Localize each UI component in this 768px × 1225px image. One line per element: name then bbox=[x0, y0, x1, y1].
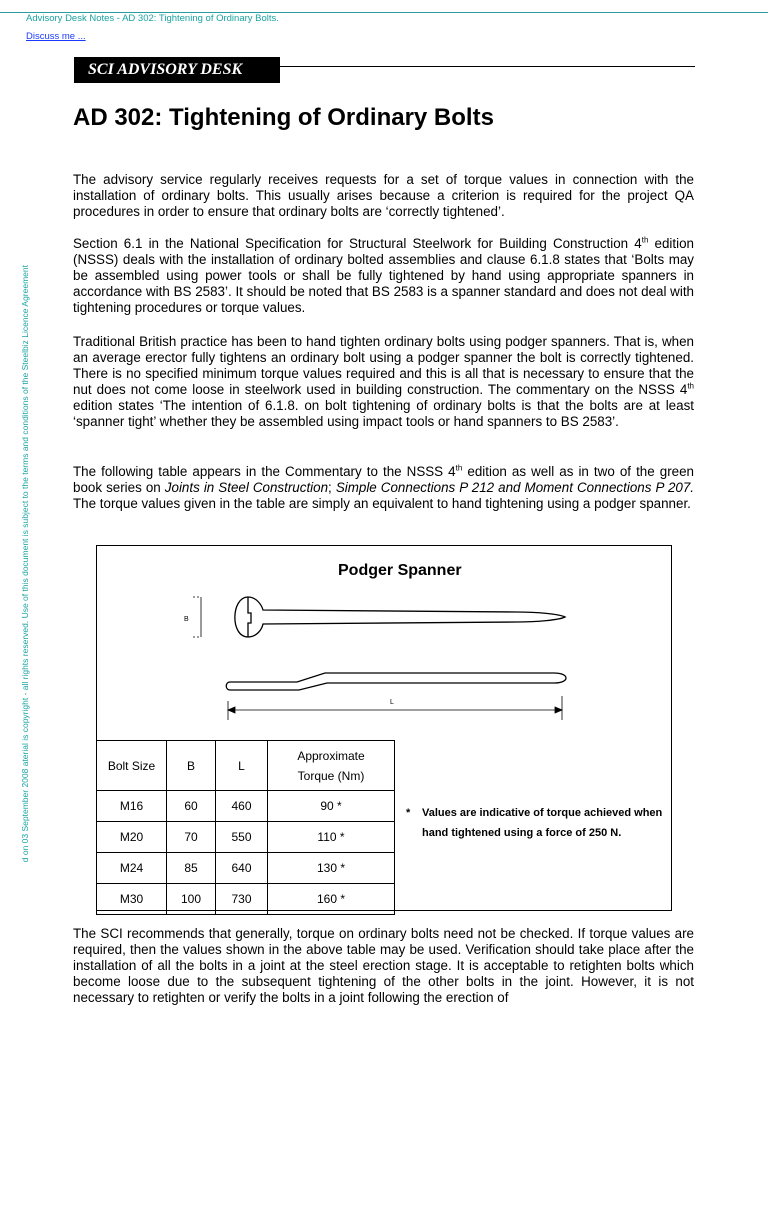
note-line-1: Values are indicative of torque achieved when bbox=[422, 807, 663, 819]
header-b: B bbox=[167, 741, 216, 791]
header-torque: Approximate Torque (Nm) bbox=[268, 741, 395, 791]
cell-b: 100 bbox=[167, 884, 216, 915]
paragraph-intro: The advisory service regularly receives requests for a set of torque values in connection with the installation of ordinary bolts. This usually arises because a criterion is required for the project QA procedures in order to ensure that ordinary bolts are ‘correctly tightened’. bbox=[73, 172, 694, 219]
podger-spanner-drawing bbox=[97, 580, 671, 740]
cell-l: 730 bbox=[216, 884, 268, 915]
header-l: L bbox=[216, 741, 268, 791]
table-row bbox=[97, 791, 395, 822]
cell-bolt-size: M20 bbox=[97, 822, 167, 853]
cell-bolt-size: M16 bbox=[97, 791, 167, 822]
dimension-b-label: B bbox=[184, 616, 189, 623]
note-line-2: hand tightened using a force of 250 N. bbox=[422, 827, 622, 839]
paragraph-nsss: Section 6.1 in the National Specification for Structural Steelwork for Building Construction 4th edition (NSSS) deals with the installation of ordinary bolted assemblies and clause 6.1.8 states that ‘Bolts may be assembled using power tools or shall be fully tightened by hand using appropriate spanners in accordance with BS 2583’. It should be noted that BS 2583 is a spanner standard and does not deal with tightening procedures or torque values. bbox=[73, 235, 694, 315]
cell-torque: 90 * bbox=[268, 791, 395, 822]
paragraph-table-intro: The following table appears in the Commentary to the NSSS 4th edition as well as in two of the green book series on Joints in Steel Construction; Simple Connections P 212 and Moment Connections P 207. The torque values given in the table are simply an equivalent to hand tightening using a podger spanner. bbox=[73, 463, 695, 511]
cell-b: 85 bbox=[167, 853, 216, 884]
figure-title: Podger Spanner bbox=[338, 562, 462, 579]
table-row bbox=[97, 884, 395, 915]
document-header-title: Advisory Desk Notes - AD 302: Tightening of Ordinary Bolts. bbox=[26, 13, 279, 24]
page-title: AD 302: Tightening of Ordinary Bolts bbox=[73, 104, 494, 131]
advisory-desk-banner: SCI ADVISORY DESK bbox=[74, 57, 280, 83]
cell-l: 460 bbox=[216, 791, 268, 822]
cell-l: 640 bbox=[216, 853, 268, 884]
copyright-side-text: d on 03 September 2008 aterial is copyright - all rights reserved. Use of this document is subject to the terms and conditions of the Steelbiz Licence Agreement bbox=[20, 265, 30, 863]
table-row bbox=[97, 853, 395, 884]
torque-note bbox=[406, 803, 662, 843]
note-asterisk: * bbox=[406, 807, 411, 819]
header-bolt-size: Bolt Size bbox=[97, 741, 167, 791]
cell-b: 70 bbox=[167, 822, 216, 853]
paragraph-practice: Traditional British practice has been to hand tighten ordinary bolts using podger spanners. That is, when an average erector fully tightens an ordinary bolt using a podger spanner the bolt is correctly tightened. There is no specified minimum torque values required and this is all that is necessary to ensure that the nut does not come loose in steelwork used in building construction. The commentary on the NSSS 4th edition states ‘The intention of 6.1.8. on bolt tightening of ordinary bolts is that the bolts are at least ‘spanner tight’ whether they be assembled using impact tools or hand spanners to BS 2583’. bbox=[73, 334, 694, 429]
banner-rule bbox=[280, 66, 695, 67]
cell-torque: 160 * bbox=[268, 884, 395, 915]
cell-bolt-size: M24 bbox=[97, 853, 167, 884]
cell-b: 60 bbox=[167, 791, 216, 822]
paragraph-recommendation: The SCI recommends that generally, torque on ordinary bolts need not be checked. If torque values are required, then the values shown in the above table may be used. Verification should take place after the installation of all the bolts in a joint at the steel erection stage. It is acceptable to retighten bolts which become loose due to the subsequent tightening of the other bolts in the joint. However, it is not necessary to retighten or verify the bolts in a joint following the erection of bbox=[73, 926, 694, 1005]
cell-l: 550 bbox=[216, 822, 268, 853]
cell-bolt-size: M30 bbox=[97, 884, 167, 915]
dimension-l-label: L bbox=[390, 699, 394, 706]
bolt-torque-table bbox=[96, 740, 395, 915]
cell-torque: 110 * bbox=[268, 822, 395, 853]
table-row bbox=[97, 822, 395, 853]
table-header-row bbox=[97, 741, 395, 791]
cell-torque: 130 * bbox=[268, 853, 395, 884]
discuss-link[interactable]: Discuss me ... bbox=[26, 31, 86, 42]
